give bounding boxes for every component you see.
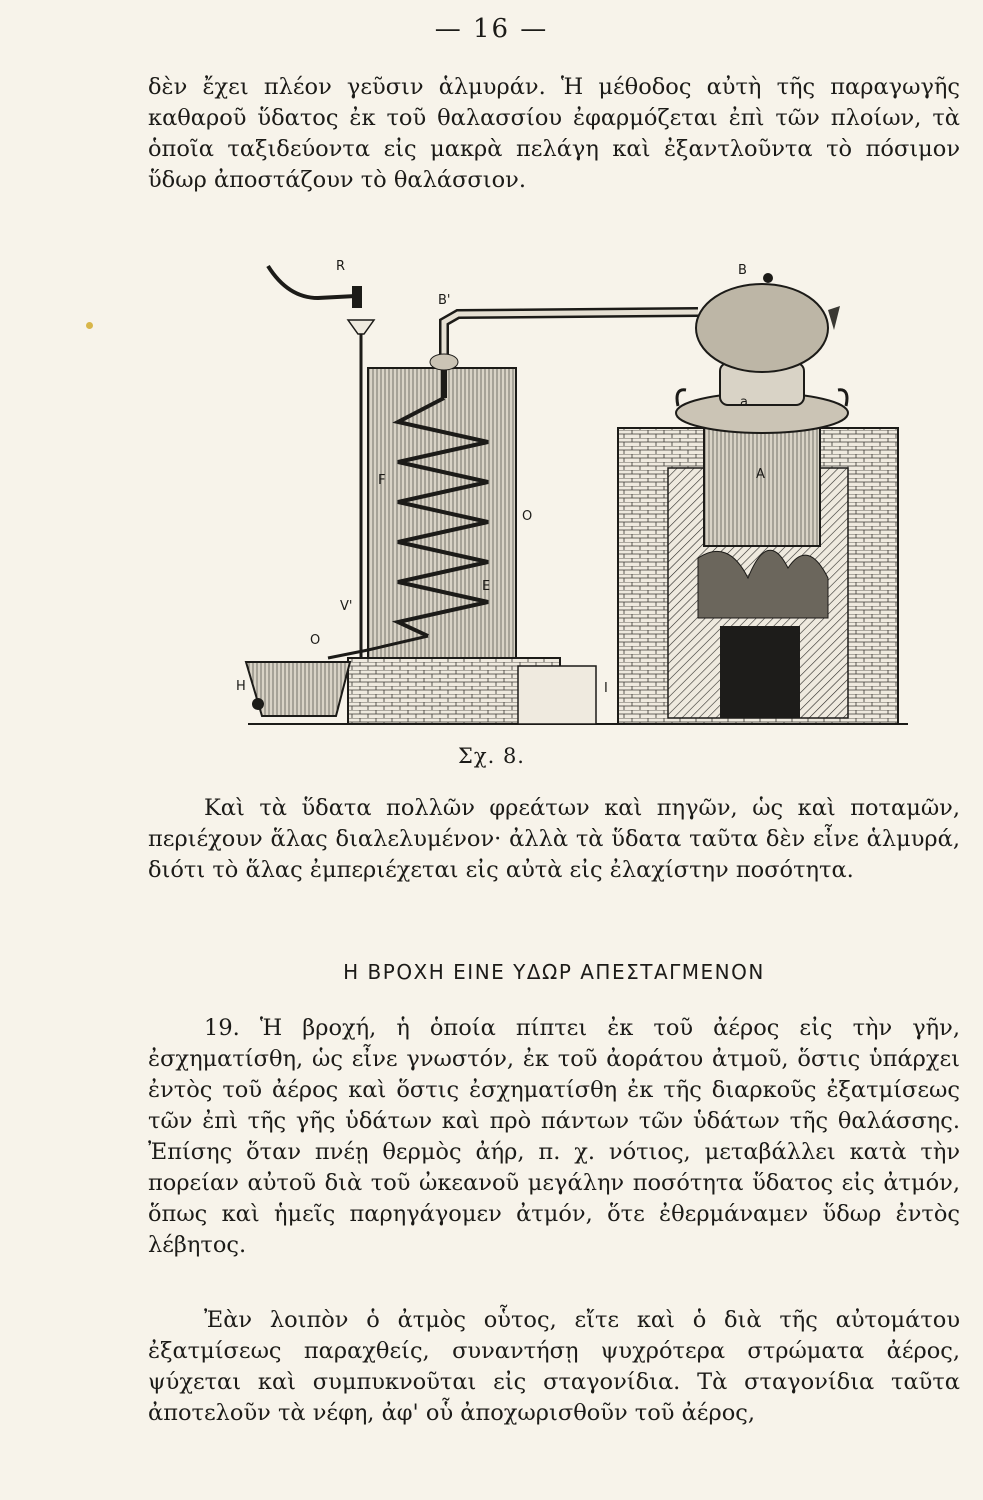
label-o-lower: O	[310, 633, 321, 648]
condenser-tank	[348, 354, 596, 724]
label-o-upper: O	[522, 509, 533, 524]
label-f: F	[378, 473, 386, 488]
still-head	[444, 273, 840, 372]
section-heading: Η ΒΡΟΧΗ ΕΙΝΕ ΥΔΩΡ ΑΠΕΣΤΑΓΜΕΝΟΝ	[343, 960, 765, 984]
label-v: V'	[340, 599, 353, 614]
figure-caption: Σχ. 8.	[458, 744, 525, 768]
ash-pit	[720, 626, 800, 718]
paragraph-2: Καὶ τὰ ὕδατα πολλῶν φρεάτων καὶ πηγῶν, ὡς καὶ ποταμῶν, περιέχουν ἅλας διαλελυμένον· ἀλλὰ τὰ ὕδατα ταῦτα δὲν εἶνε ἁλμυρά, διότι τὸ ἅλας ἐμπεριέχεται εἰς αὐτὰ εἰς ἐλαχίστην ποσότητα.	[148, 795, 960, 883]
label-r: R	[336, 259, 346, 274]
label-i: I	[604, 681, 608, 696]
paragraph-19: 19. Ἡ βροχή, ἡ ὁποία πίπτει ἐκ τοῦ ἀέρος εἰς τὴν γῆν, ἐσχηματίσθη, ὡς εἶνε γνωστόν, ἐκ τοῦ ἀοράτου ἀτμοῦ, ὅστις ὑπάρχει ἐντὸς τοῦ ἀέρος καὶ ὅστις ἐσχηματίσθη ἐκ τῆς διαρκοῦς ἐξατμίσεως τῶν ἐπὶ τῆς γῆς ὑδάτων καὶ πρὸ πάντων τῶν ὑδάτων τῆς θαλάσσης. Ἐπίσης ὅταν πνέῃ θερμὸς ἀήρ, π. χ. νότιος, μεταβάλλει κατὰ τὴν πορείαν αὐτοῦ διὰ τοῦ ὠκεανοῦ μεγάλην ποσότητα ὕδατος εἰς ἀτμόν, ὅπως καὶ ἡμεῖς παρηγάγομεν ἀτμόν, ὅτε ἐθερμάναμεν ὕδωρ ἐντὸς λέβητος.	[148, 1015, 960, 1258]
fire	[698, 550, 828, 618]
paragraph-5: Ἐὰν λοιπὸν ὁ ἀτμὸς οὗτος, εἴτε καὶ ὁ διὰ τῆς αὐτομάτου ἐξατμίσεως παραχθείς, συναντήσῃ ψυχρότερα στρώματα ἀέρος, ψύχεται καὶ συμπυκνοῦται εἰς σταγονίδια. Τὰ σταγονίδια ταῦτα ἀποτελοῦν τὰ νέφη, ἀφ' οὗ ἀποχωρισθοῦν τοῦ ἀέρος,	[148, 1307, 960, 1426]
label-a-small: a	[740, 395, 748, 410]
distillation-apparatus-figure	[228, 238, 918, 738]
label-e: E	[482, 579, 491, 594]
label-a: A	[756, 467, 765, 482]
water-feed	[268, 266, 374, 658]
label-b-prime: B'	[438, 293, 451, 308]
paper-spot	[86, 322, 93, 329]
label-h: H	[236, 679, 246, 694]
page-number: — 16 —	[434, 14, 549, 44]
label-b: B	[738, 263, 747, 278]
distillation-illustration	[228, 238, 918, 738]
paragraph-1: δὲν ἔχει πλέον γεῦσιν ἁλμυράν. Ἡ μέθοδος αὐτὴ τῆς παραγωγῆς καθαροῦ ὕδατος ἐκ τοῦ θαλασσίου ἐφαρμόζεται ἐπὶ τῶν πλοίων, τὰ ὁποῖα ταξιδεύοντα εἰς μακρὰ πελάγη καὶ ἐξαντλοῦντα τὸ πόσιμον ὕδωρ ἀποστάζουν τὸ θαλάσσιον.	[148, 74, 960, 193]
